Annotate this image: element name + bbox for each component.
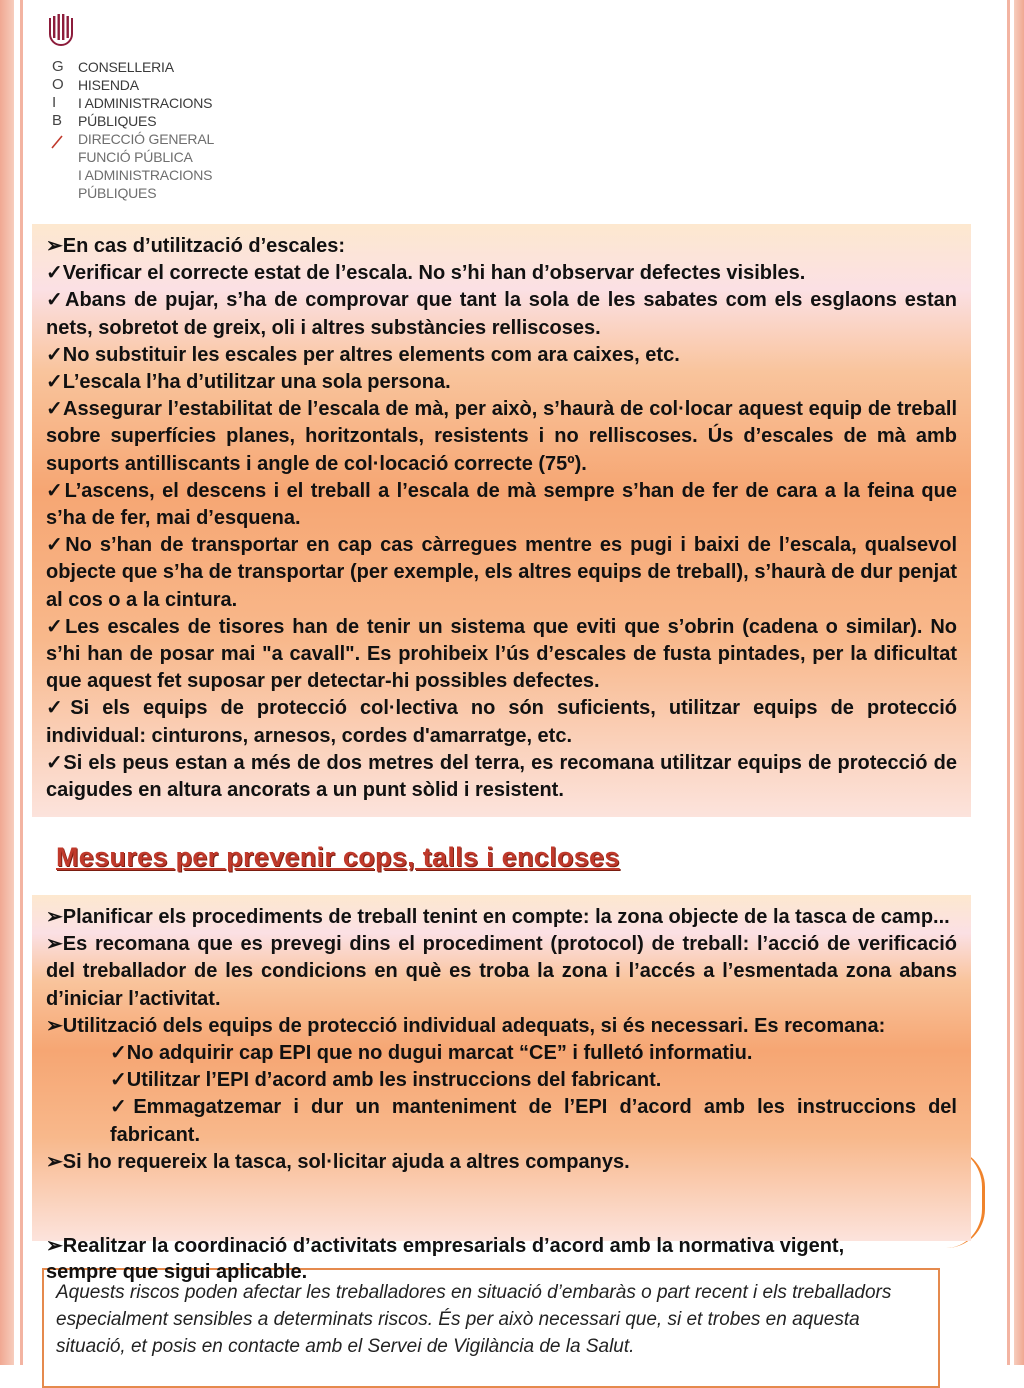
- list-item-text: L’ascens, el descens i el treball a l’escala de mà sempre s’han de fer de cara a la feina que s’ha de fer, mai d’esquena.: [46, 479, 957, 530]
- right-frame-bar: [1014, 0, 1024, 1365]
- list-item: [46, 1013, 957, 1040]
- list-item: [46, 396, 957, 478]
- list-item: [46, 614, 957, 696]
- arrow-bullet-icon: ➢: [46, 906, 63, 928]
- logo-letter: B: [52, 112, 63, 129]
- checkmark-icon: ✓: [110, 1096, 134, 1119]
- list-item: [46, 287, 957, 341]
- list-item-text: Es recomana que es prevegi dins el procediment (protocol) de treball: l’acció de verificació del treballador de les condicions en què es troba la zona i l’accés a l’esmentada zona abans d’iniciar l’activitat.: [46, 933, 957, 1010]
- checkmark-icon: ✓: [46, 289, 66, 312]
- checkmark-icon: ✓: [46, 479, 65, 502]
- list-item-text: No adquirir cap EPI que no dugui marcat “CE” i fulletó informatiu.: [126, 1042, 753, 1065]
- list-item-text: No s’han de transportar en cap cas càrregues mentre es pugi i baixi de l’escala, qualsevol objecte que s’ha de transportar (per exemple, els altres equips de treball), s’haurà de dur penjat al cos o a la cintura.: [46, 534, 957, 611]
- ladder-safety-panel: [32, 224, 971, 817]
- goib-logo: [48, 14, 248, 204]
- checkmark-icon: ✓: [46, 398, 64, 421]
- logo-department-text: [78, 58, 214, 202]
- list-item-text: Si els equips de protecció col·lectiva no són suficients, utilitzar equips de protecció individual: cinturons, arnesos, cordes d'amarratge, etc.: [46, 697, 957, 747]
- list-item-text: L’escala l’ha d’utilitzar una sola persona.: [62, 371, 451, 394]
- sensitive-workers-notice: [42, 1268, 940, 1388]
- checkmark-icon: ✓: [110, 1069, 127, 1092]
- list-item-text: Assegurar l’estabilitat de l’escala de mà, per això, s’haurà de col·locar aquest equip de treball sobre superfícies planes, horitzontals, resistents i no relliscoses. Ús d’escales de mà amb suports antilliscants i angle de col·locació correcte (75º).: [46, 398, 957, 475]
- logo-line: PÚBLIQUES: [78, 185, 157, 201]
- logo-line: I ADMINISTRACIONS: [78, 95, 213, 111]
- section-heading: Mesures per prevenir cops, talls i encloses: [56, 842, 620, 872]
- list-item-text: Planificar els procediments de treball tenint en compte: la zona objecte de la tasca de camp...: [62, 906, 950, 928]
- left-frame-line: [20, 0, 23, 1365]
- left-frame-bar: [0, 0, 14, 1365]
- arrow-bullet-icon: ➢: [46, 1150, 63, 1173]
- list-item: [46, 695, 957, 749]
- list-item: [46, 931, 957, 1013]
- list-item-text: Emmagatzemar i dur un manteniment de l’EPI d’acord amb les instruccions del fabricant.: [110, 1096, 957, 1146]
- list-item: [46, 260, 957, 287]
- logo-line: DIRECCIÓ GENERAL: [78, 131, 215, 147]
- logo-line: CONSELLERIA: [78, 59, 174, 75]
- notice-text: Aquests riscos poden afectar les treballadores en situació d’embaràs o part recent i els treballadors especialment sensibles a determinats riscos. És per això necessari que, si et trobes en aquesta situació, et posis en contacte amb el Servei de Vigilància de la Salut.: [56, 1282, 892, 1357]
- list-item-text: Si ho requereix la tasca, sol·licitar ajuda a altres companys.: [62, 1150, 630, 1173]
- logo-line: FUNCIÓ PÚBLICA: [78, 149, 193, 165]
- goib-emblem-icon: [48, 14, 74, 48]
- list-item: [46, 750, 957, 804]
- arrow-bullet-icon: ➢: [46, 1014, 63, 1037]
- list-item: [46, 478, 957, 532]
- list-item-text: Verificar el correcte estat de l’escala. No s’hi han d’observar defectes visibles.: [62, 262, 806, 285]
- list-item: [46, 1040, 957, 1067]
- list-item: [46, 532, 957, 614]
- checkmark-icon: ✓: [46, 343, 63, 366]
- arrow-bullet-icon: ➢: [46, 933, 63, 956]
- checkmark-icon: ✓: [110, 1042, 127, 1065]
- arrow-bullet-icon: ➢: [46, 235, 63, 257]
- list-item-text: En cas d’utilització d’escales:: [62, 235, 346, 257]
- list-item: [46, 1149, 957, 1176]
- list-item-text: No substituir les escales per altres elements com ara caixes, etc.: [62, 343, 680, 366]
- list-item: [46, 904, 957, 931]
- logo-letter: G: [52, 58, 64, 75]
- list-item: [46, 1094, 957, 1148]
- checkmark-icon: ✓: [46, 751, 64, 774]
- list-item-text: Utilització dels equips de protecció individual adequats, si és necessari. Es recomana:: [62, 1014, 886, 1037]
- list-item-text: Les escales de tisores han de tenir un sistema que eviti que s’obrin (cadena o similar). No s’hi han de posar mai "a cavall". Es prohibeix l’ús d’escales de fusta pintades, per la dificultat que aquest fet suposar per detectar-hi possibles defectes.: [46, 615, 958, 693]
- logo-line: PÚBLIQUES: [78, 113, 157, 129]
- list-item-text: Utilitzar l’EPI d’acord amb les instruccions del fabricant.: [126, 1069, 662, 1092]
- checkmark-icon: ✓: [46, 371, 63, 394]
- list-item: [46, 369, 957, 396]
- checkmark-icon: ✓: [46, 697, 71, 720]
- list-item: [46, 342, 957, 369]
- right-frame-line: [1007, 0, 1010, 1365]
- checkmark-icon: ✓: [46, 262, 63, 285]
- logo-letter: I: [52, 94, 57, 111]
- logo-line: I ADMINISTRACIONS: [78, 167, 213, 183]
- goib-letters: [52, 58, 66, 130]
- logo-line: HISENDA: [78, 77, 139, 93]
- cuts-prevention-panel: [32, 895, 971, 1241]
- checkmark-icon: ✓: [46, 615, 66, 638]
- list-item: [46, 1067, 957, 1094]
- list-item-text: Abans de pujar, s’ha de comprovar que tant la sola de les sabates com els esglaons estan nets, sobretot de greix, oli i altres substàncies relliscoses.: [46, 289, 957, 339]
- overflow-text-line: sempre que sigui aplicable.: [46, 1261, 308, 1283]
- list-item: [46, 233, 957, 260]
- logo-letter: O: [52, 76, 64, 93]
- red-slash-icon: [50, 132, 64, 150]
- checkmark-icon: ✓: [46, 534, 66, 557]
- list-item-text: Si els peus estan a més de dos metres del terra, es recomana utilitzar equips de protecció de caigudes en altura ancorats a un punt sòlid i resistent.: [46, 751, 957, 802]
- overflow-text-line: ➢Realitzar la coordinació d’activitats empresarials d’acord amb la normativa vigent,: [46, 1235, 845, 1257]
